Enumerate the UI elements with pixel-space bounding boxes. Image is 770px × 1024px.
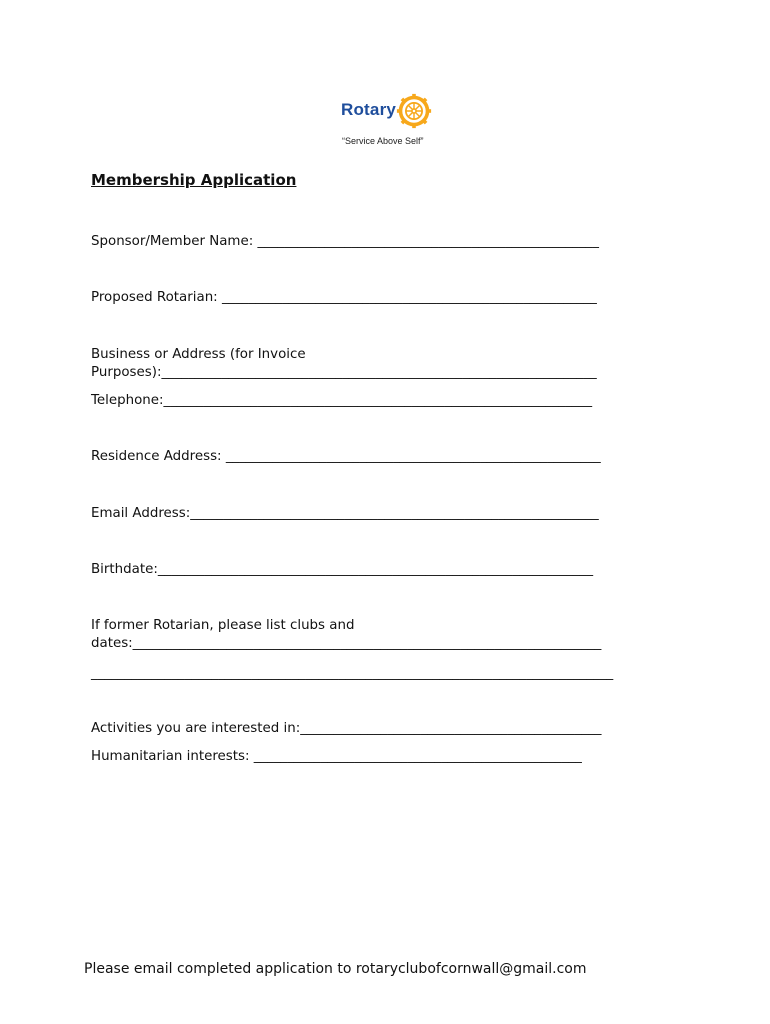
humanitarian-field[interactable] — [91, 748, 582, 766]
activities-field[interactable] — [91, 720, 602, 738]
birthdate-field[interactable] — [91, 561, 593, 579]
former-rotarian-label-2: dates:______________________________________________________________________ — [91, 636, 602, 651]
residence-address-field[interactable] — [91, 448, 601, 466]
rotary-logo — [338, 92, 438, 148]
birthdate-label: Birthdate:_________________________________________________________________ — [91, 562, 594, 577]
proposed-rotarian-label: Proposed Rotarian: ________________________________________________________ — [91, 290, 597, 305]
former-rotarian-field[interactable] — [91, 617, 613, 683]
business-address-field[interactable] — [91, 346, 597, 382]
sponsor-label: Sponsor/Member Name: ___________________________________________________ — [91, 234, 599, 249]
residence-address-label: Residence Address: ________________________________________________________ — [91, 449, 601, 464]
humanitarian-label: Humanitarian interests: _________________________________________________ — [91, 749, 582, 764]
proposed-rotarian-field[interactable] — [91, 289, 597, 307]
former-rotarian-extra-line: ______________________________________________________________________________ — [91, 666, 614, 681]
sponsor-field[interactable] — [91, 233, 599, 251]
activities-label: Activities you are interested in:_____________________________________________ — [91, 721, 602, 736]
email-address-label: Email Address:_____________________________________________________________ — [91, 506, 599, 521]
email-address-field[interactable] — [91, 505, 599, 523]
rotary-wheel-icon — [396, 93, 432, 129]
former-rotarian-label: If former Rotarian, please list clubs and — [91, 618, 355, 633]
business-address-label-2: Purposes):_________________________________________________________________ — [91, 365, 597, 380]
business-address-label: Business or Address (for Invoice — [91, 347, 306, 362]
logo-motto: “Service Above Self” — [342, 136, 424, 146]
footer-instructions: Please email completed application to rotaryclubofcornwall@gmail.com — [84, 961, 587, 977]
telephone-field[interactable] — [91, 392, 592, 410]
page-title: Membership Application — [91, 171, 297, 189]
logo-wordmark: Rotary — [341, 100, 397, 119]
telephone-label: Telephone:________________________________________________________________ — [91, 393, 593, 408]
